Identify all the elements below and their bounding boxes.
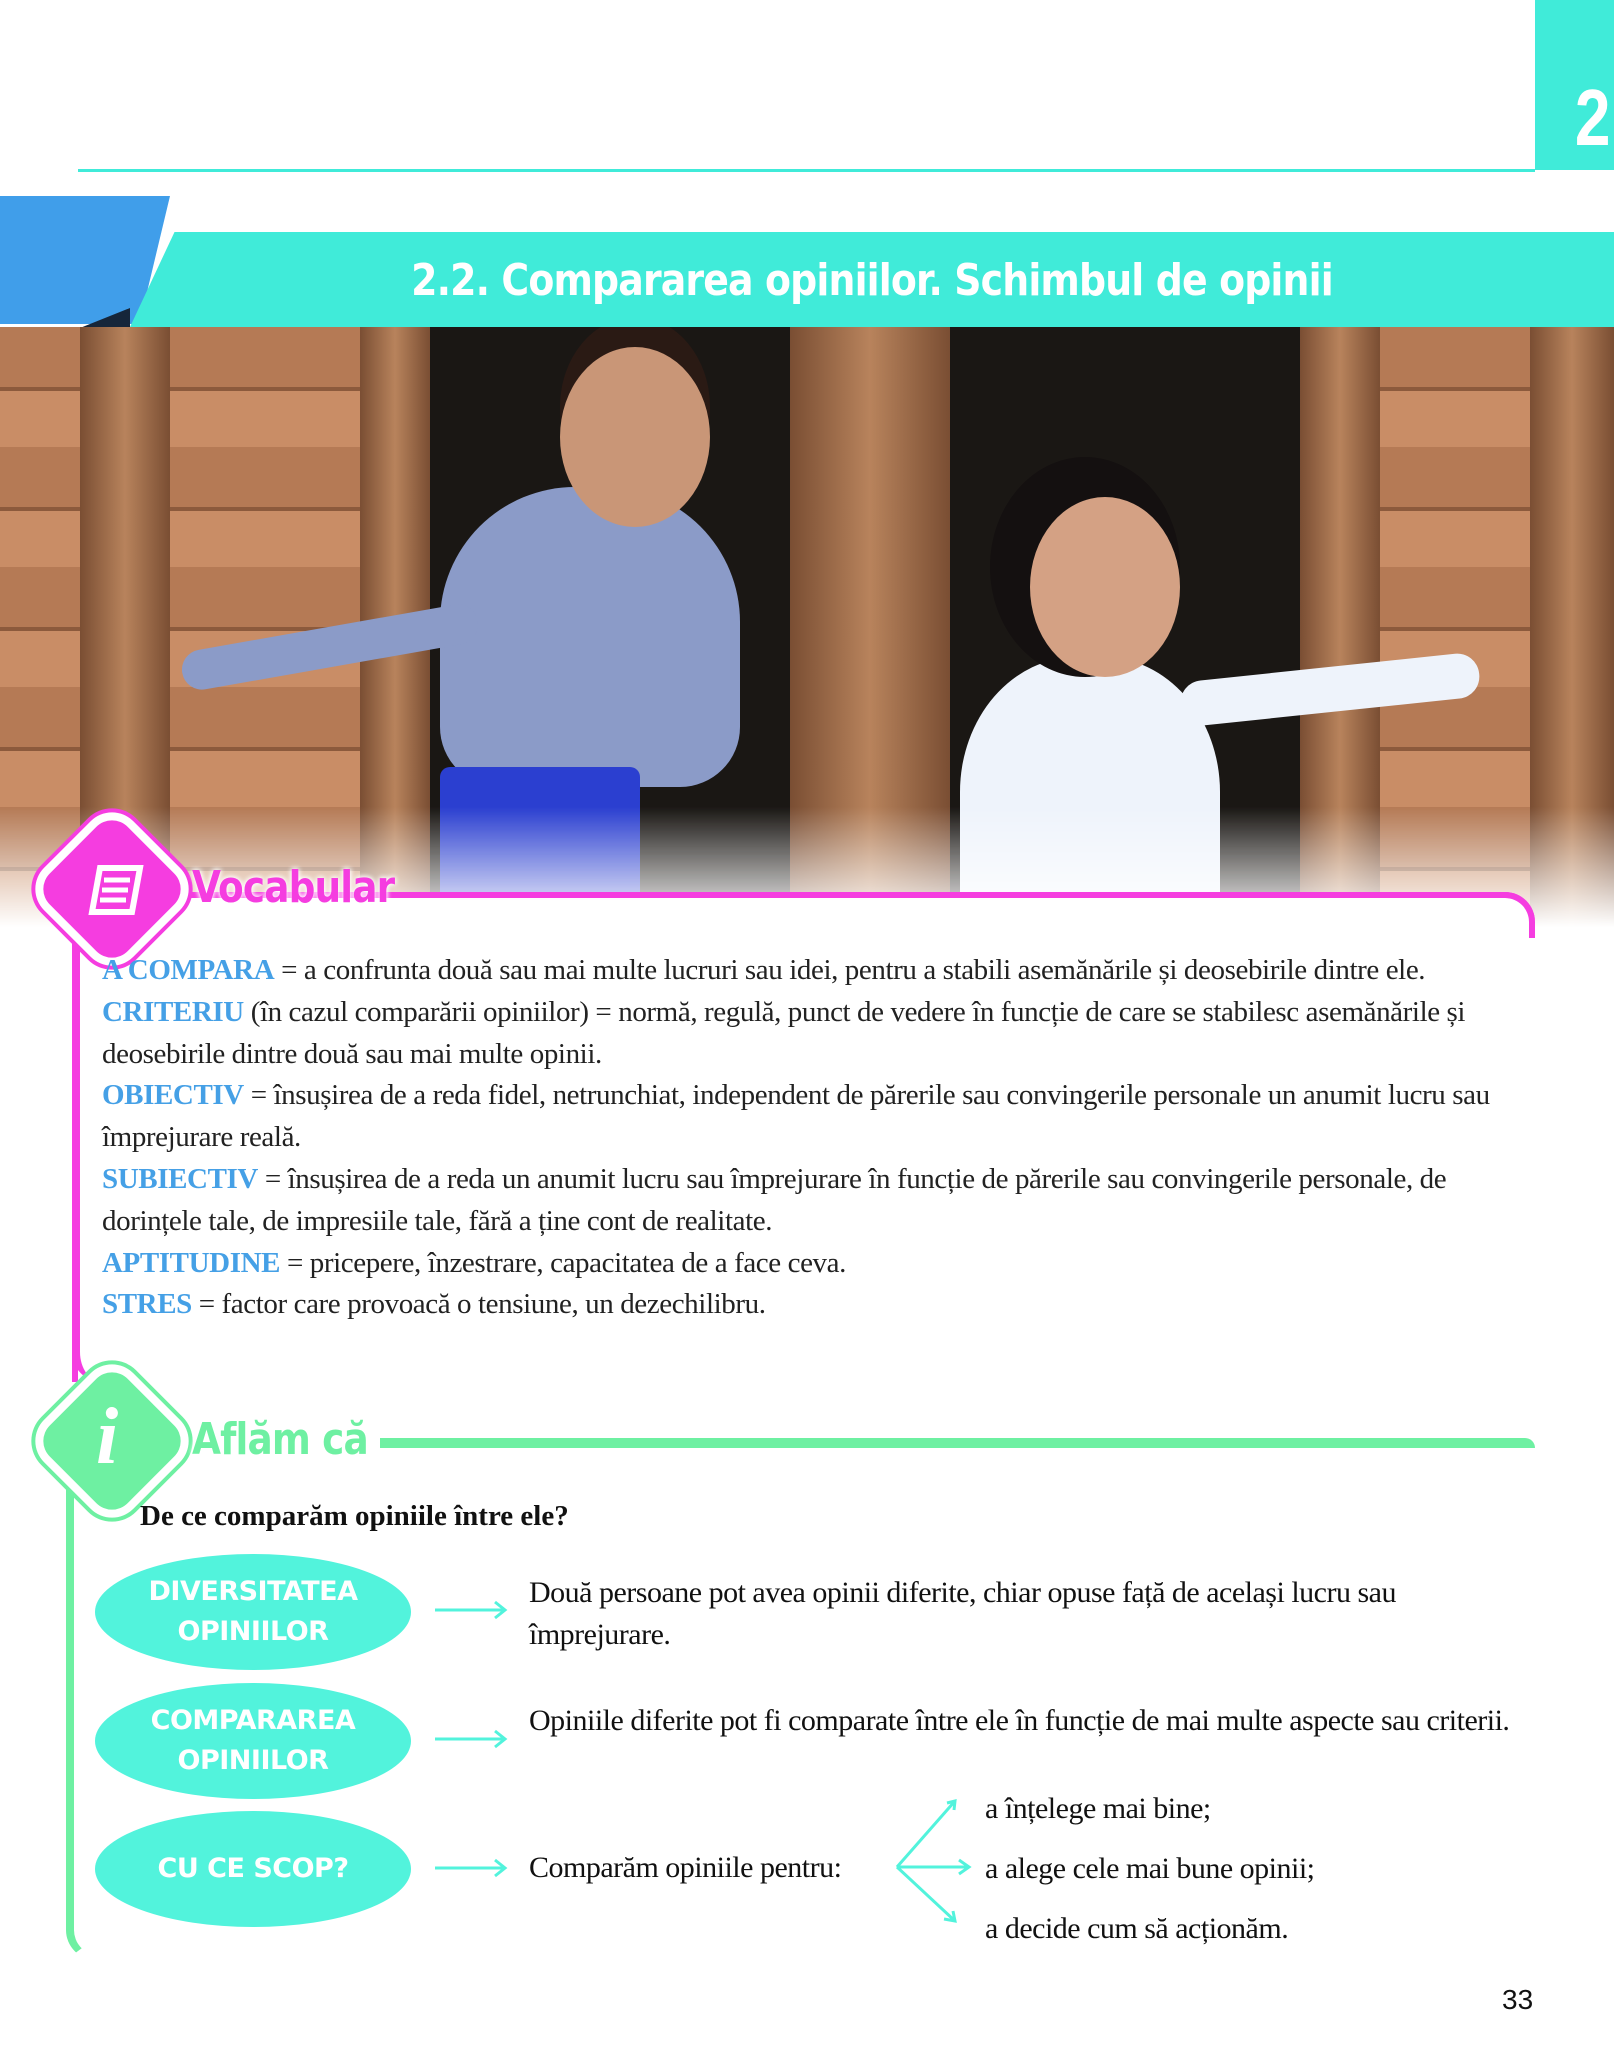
chapter-tab [1535, 0, 1614, 170]
definition-text: = pricepere, înzestrare, capacitatea de a face ceva. [280, 1246, 846, 1279]
row-text: Opiniile diferite pot fi comparate între ele în funcție de mai multe aspecte sau criterii. [529, 1704, 1510, 1737]
aflam-heading: Aflăm că [192, 1414, 368, 1465]
question: De ce comparăm opiniile între ele? [140, 1500, 569, 1532]
definition [102, 1243, 1522, 1285]
chapter-number: 2 [1574, 73, 1610, 162]
term: SUBIECTIV [102, 1162, 258, 1195]
vocabular-heading: Vocabular [192, 862, 395, 913]
definition-text: = însușirea de a reda un anumit lucru sau împrejurare în funcție de părerile sau convingerile personale, de dorințele tale, de impresiile tale, fără a ține cont de realitate. [102, 1162, 1447, 1237]
definition [102, 1075, 1522, 1159]
header-divider [78, 169, 1535, 172]
definition [102, 950, 1522, 992]
purpose-item: a decide cum să acționăm. [985, 1912, 1289, 1945]
definition-text: (în cazul comparării opiniilor) = normă, regulă, punct de vedere în funcție de care se stabilesc asemănările și deosebirile dintre două sau mai multe opinii. [102, 995, 1466, 1070]
oval-scop: CU CE SCOP? [95, 1811, 411, 1927]
aflam-divider [380, 1438, 1535, 1448]
page-number: 33 [1502, 1984, 1534, 2015]
purpose-item: a alege cele mai bune opinii; [985, 1852, 1315, 1885]
definition [102, 1159, 1522, 1243]
branch-arrows-icon [893, 1795, 975, 1925]
oval-diversitatea: DIVERSITATEA OPINIILOR [95, 1554, 411, 1670]
row-text: Două persoane pot avea opinii diferite, chiar opuse față de același lucru sau împrejurare. [529, 1576, 1396, 1651]
book-glyph-icon [86, 864, 146, 922]
definition [102, 992, 1522, 1076]
definition-text: = a confrunta două sau mai multe lucruri sau idei, pentru a stabili asemănările și deosebirile dintre ele. [274, 954, 1426, 986]
aflam-border [66, 1440, 96, 1960]
term: OBIECTIV [102, 1079, 244, 1112]
info-glyph-icon: i [96, 1393, 119, 1481]
purpose-item: a înțelege mai bine; [985, 1792, 1211, 1825]
definition-text: = factor care provoacă o tensiune, un dezechilibru. [191, 1288, 766, 1321]
term: A COMPARA [102, 954, 275, 986]
vocabular-definitions [102, 950, 1522, 1326]
arrow-right-icon [435, 1600, 509, 1620]
arrow-right-icon [435, 1858, 509, 1878]
lesson-title: 2.2. Compararea opiniilor. Schimbul de opinii [411, 255, 1333, 306]
oval-compararea: COMPARAREA OPINIILOR [95, 1683, 411, 1799]
definition [102, 1284, 1522, 1326]
term: STRES [102, 1288, 192, 1321]
arrow-right-icon [435, 1729, 509, 1749]
term: CRITERIU [102, 995, 244, 1028]
photo-children-at-window [0, 327, 1614, 927]
row-text: Comparăm opiniile pentru: [529, 1851, 842, 1884]
definition-text: = însușirea de a reda fidel, netrunchiat, independent de părerile sau convingerile personale un anumit lucru sau împrejurare reală. [102, 1079, 1490, 1154]
term: APTITUDINE [102, 1246, 281, 1279]
